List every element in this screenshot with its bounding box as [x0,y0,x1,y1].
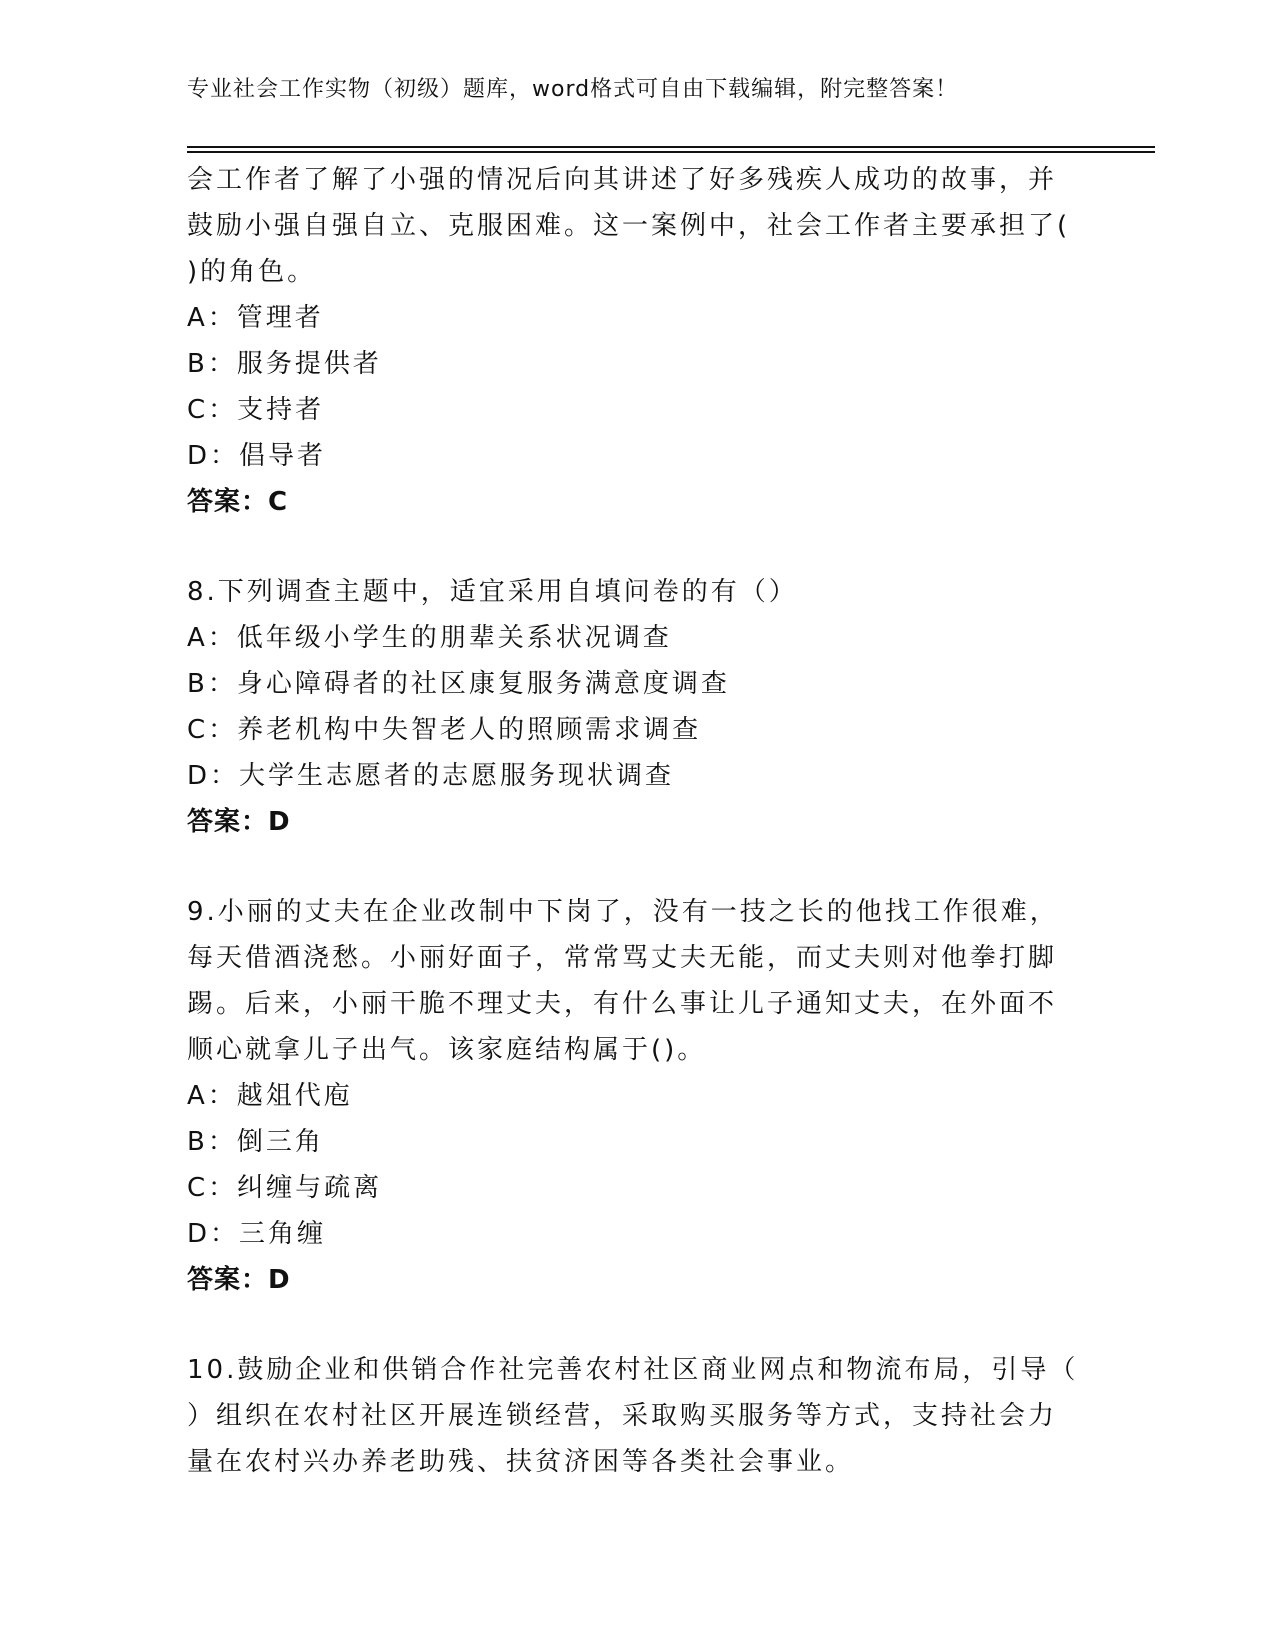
option-a: A：管理者 [187,303,324,333]
question-stem-line: 每天借酒浇愁。小丽好面子，常常骂丈夫无能，而丈夫则对他拳打脚 [187,943,1058,973]
answer: 答案：C [187,487,289,517]
spacer [187,1303,1087,1347]
option-c: C：支持者 [187,395,325,425]
question-10 [187,1347,1087,1485]
option-a: A：越俎代庖 [187,1081,353,1111]
document-body [187,157,1087,1485]
question-7 [187,157,1087,525]
question-stem-line: 踢。后来，小丽干脆不理丈夫，有什么事让儿子通知丈夫，在外面不 [187,989,1058,1019]
spacer [187,525,1087,569]
question-9 [187,889,1087,1303]
header-rule-thick [187,146,1155,148]
option-b: B：服务提供者 [187,349,382,379]
question-stem-line: )的角色。 [187,257,317,287]
option-b: B：倒三角 [187,1127,324,1157]
question-stem-line: 10.鼓励企业和供销合作社完善农村社区商业网点和物流布局，引导（ [187,1355,1079,1385]
spacer [187,845,1087,889]
option-c: C：养老机构中失智老人的照顾需求调查 [187,715,702,745]
question-stem-line: 9.小丽的丈夫在企业改制中下岗了，没有一技之长的他找工作很难， [187,897,1059,927]
option-d: D：倡导者 [187,441,327,471]
question-stem-line: 量在农村兴办养老助残、扶贫济困等各类社会事业。 [187,1447,855,1477]
question-stem-line: 顺心就拿儿子出气。该家庭结构属于()。 [187,1035,707,1065]
question-8 [187,569,1087,845]
page-header: 专业社会工作实物（初级）题库，word格式可自由下载编辑，附完整答案！ [187,77,959,102]
answer: 答案：D [187,807,291,837]
header-rule-thin [187,151,1155,153]
question-stem-line: 8.下列调查主题中，适宜采用自填问卷的有（） [187,577,798,607]
question-stem-line: 会工作者了解了小强的情况后向其讲述了好多残疾人成功的故事，并 [187,165,1058,195]
option-a: A：低年级小学生的朋辈关系状况调查 [187,623,672,653]
option-d: D：大学生志愿者的志愿服务现状调查 [187,761,675,791]
answer: 答案：D [187,1265,291,1295]
option-c: C：纠缠与疏离 [187,1173,383,1203]
option-d: D：三角缠 [187,1219,327,1249]
question-stem-line: ）组织在农村社区开展连锁经营，采取购买服务等方式，支持社会力 [187,1401,1058,1431]
option-b: B：身心障碍者的社区康复服务满意度调查 [187,669,730,699]
question-stem-line: 鼓励小强自强自立、克服困难。这一案例中，社会工作者主要承担了( [187,211,1071,241]
